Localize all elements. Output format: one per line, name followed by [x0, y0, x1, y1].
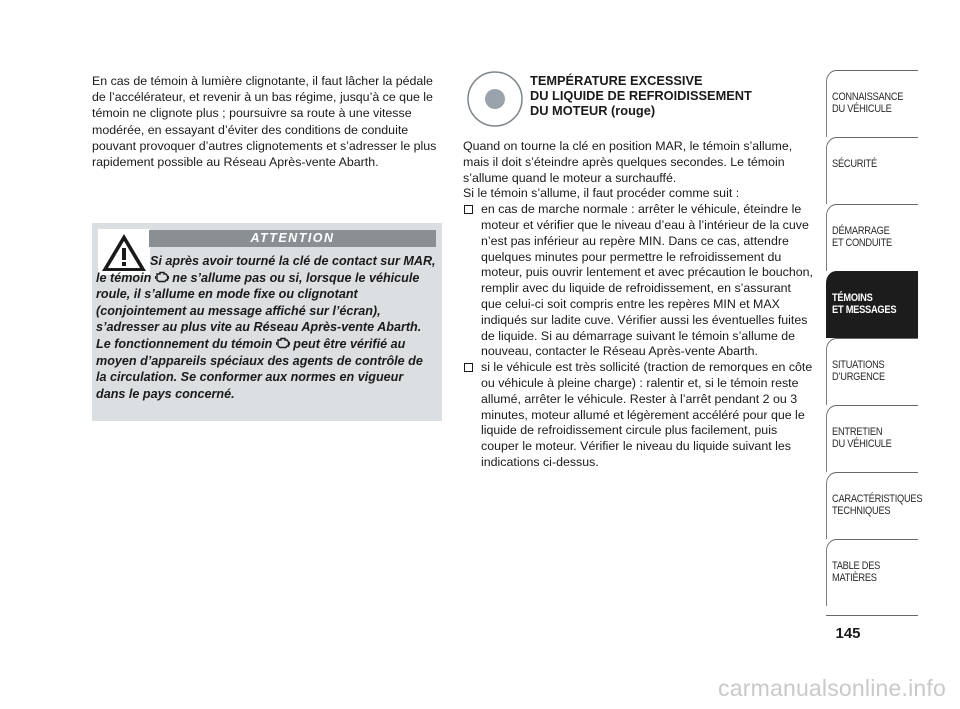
- tab-label: CARACTÉRISTIQUES TECHNIQUES: [832, 493, 923, 518]
- list-item: [463, 202, 815, 360]
- list-item: [463, 360, 815, 471]
- tab-label: ENTRETIEN DU VÉHICULE: [832, 426, 892, 451]
- checkbox-bullet-icon: [464, 205, 473, 214]
- section-body: [463, 139, 815, 471]
- tab-table-des-matieres[interactable]: [826, 539, 918, 606]
- attention-text-part1: Si après avoir tourné la clé de contact sur MAR, le témoin: [96, 254, 436, 285]
- tab-securite[interactable]: [826, 137, 918, 204]
- engine-check-icon: [155, 271, 169, 283]
- list-item-text: si le véhicule est très sollicité (traction de remorques en côte ou véhicule à pleine charge) : ralentir et, si le témoin reste allumé, arrêter le véhicule. Rester à l’arrêt pendant 2 ou 3 minutes, moteur allumé et légèrement accéléré pour que le liquide de refroidissement circule plus facilement, puis couper le moteur. Vérifier le niveau du liquide suivant les indications ci-dessus.: [481, 360, 813, 469]
- tab-situations-durgence[interactable]: [826, 338, 918, 405]
- tab-label: TÉMOINS ET MESSAGES: [832, 292, 897, 317]
- attention-text: [96, 253, 436, 402]
- attention-text-part3: peut être vérifié au moyen d’appareils spéciaux des agents de contrôle de la circulation. Se conformer aux normes en vigueur dans le pays concerné.: [96, 336, 423, 401]
- attention-heading: ATTENTION: [149, 230, 436, 247]
- tab-label: DÉMARRAGE ET CONDUITE: [832, 225, 892, 250]
- tab-caracteristiques-techniques[interactable]: [826, 472, 923, 539]
- warning-lamp-circle-icon: [466, 70, 524, 128]
- engine-check-icon-2: [276, 337, 290, 349]
- section-paragraph: Si le témoin s’allume, il faut procéder comme suit :: [463, 186, 740, 201]
- watermark: carmanualsonline.info: [718, 675, 946, 701]
- tab-label: SÉCURITÉ: [832, 158, 877, 170]
- intro-paragraph: En cas de témoin à lumière clignotante, il faut lâcher la pédale de l’accélérateur, et revenir à un bas régime, jusqu’à ce que le témoin ne clignote plus ; poursuivre sa route à une vitesse modérée, en essayant d’éviter des conditions de conduite pouvant provoquer d’autres clignotements et s’adresser le plus rapidement possible au Réseau Après-vente Abarth.: [92, 74, 437, 170]
- tab-label: SITUATIONS D’URGENCE: [832, 359, 885, 384]
- tabs-divider: [826, 615, 918, 616]
- page-number: 145: [835, 625, 861, 642]
- section-title: TEMPÉRATURE EXCESSIVE DU LIQUIDE DE REFROIDISSEMENT DU MOTEUR (rouge): [530, 73, 752, 119]
- tab-connaissance-du-vehicule[interactable]: [826, 70, 918, 137]
- attention-text-part2: ne s’allume pas ou si, lorsque le véhicule roule, il s’allume en mode fixe ou clignotant (conjointement au message affiché sur l’écran), s’adresser au plus vite au Réseau Après-vente Abarth. Le fonctionnement du témoin: [96, 270, 422, 351]
- tab-temoins-et-messages[interactable]: [826, 271, 918, 338]
- tab-label: CONNAISSANCE DU VÉHICULE: [832, 91, 904, 116]
- checkbox-bullet-icon: [464, 363, 473, 372]
- tab-label: TABLE DES MATIÈRES: [832, 560, 881, 585]
- tab-demarrage-et-conduite[interactable]: [826, 204, 918, 271]
- list-item-text: en cas de marche normale : arrêter le véhicule, éteindre le moteur et vérifier que le niveau d’eau à l’intérieur de la cuve n’est pas inférieur au repère MIN. Dans ce cas, attendre quelques minutes pour permettre le refroidissement du moteur, puis ouvrir lentement et avec précaution le bouchon, remplir avec du liquide de refroidissement, en s’assurant que celui-ci soit compris entre les repères MIN et MAX indiqués sur ladite cuve. Vérifier aussi les éventuelles fuites de liquide. Si au démarrage suivant le témoin s’allume de nouveau, contacter le Réseau Après-vente Abarth.: [481, 202, 813, 359]
- chapter-tabs: [826, 70, 923, 606]
- section-paragraph: Quand on tourne la clé en position MAR, le témoin s’allume, mais il doit s’éteindre après quelques secondes. Le témoin s’allume quand le moteur a surchauffé.: [463, 139, 793, 185]
- instruction-list: [463, 202, 815, 471]
- tab-entretien-du-vehicule[interactable]: [826, 405, 918, 472]
- attention-box: [92, 223, 442, 421]
